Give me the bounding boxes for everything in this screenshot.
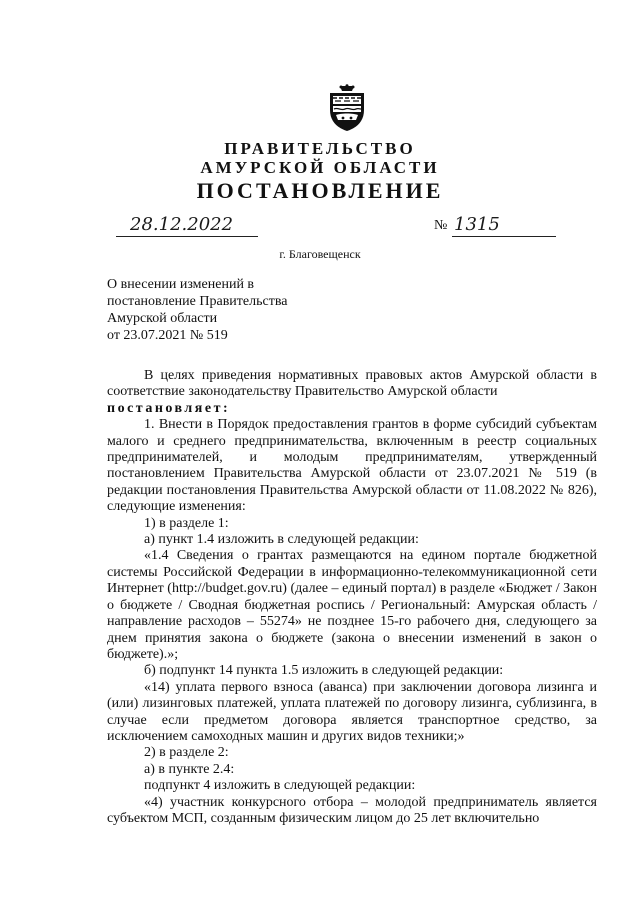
coat-of-arms-icon xyxy=(327,84,367,132)
body-paragraph: а) пункт 1.4 изложить в следующей редакции: xyxy=(144,532,419,548)
subject-line: О внесении изменений в xyxy=(107,277,255,292)
number-value: 1315 xyxy=(454,214,500,235)
subject-line: от 23.07.2021 № 519 xyxy=(107,328,228,343)
body-paragraph: 1) в разделе 1: xyxy=(144,515,229,531)
body-paragraph: а) в пункте 2.4: xyxy=(144,761,235,777)
number-field xyxy=(452,214,556,237)
body-paragraph: б) подпункт 14 пункта 1.5 изложить в следующей редакции: xyxy=(144,663,504,679)
body-paragraph: «4) участник конкурсного отбора – молодой предприниматель является субъектом МСП, созданным физическим лицом до 25 лет включительно xyxy=(107,794,597,826)
body-paragraph: 2) в разделе 2: xyxy=(144,745,229,761)
number-label: № xyxy=(434,218,448,233)
body-paragraph: подпункт 4 изложить в следующей редакции: xyxy=(144,778,416,794)
subject-line: Амурской области xyxy=(107,311,218,326)
document-body xyxy=(107,368,597,827)
body-paragraph: «1.4 Сведения о грантах размещаются на едином портале бюджетной системы Российской Федерации в информационно-телекоммуникационной сети Интернет (http://budget.gov.ru) (далее – единый портал) в разделе «Бюджет / Закон о бюджете / Сводная бюджетная роспись / Региональный: Амурская область / направление расходов – 55274» не позднее 15-го рабочего дня, следующего за днем принятия закона о бюджете (закона о внесении изменений в закон о бюджете).»; xyxy=(107,548,597,662)
body-paragraph: 1. Внести в Порядок предоставления грантов в форме субсидий субъектам малого и среднего предпринимательства, включенным в реестр социальных предпринимателей, и молодым предпринимателям, утвержденный постановлением Правительства Амурской области от 23.07.2021 № 519 (в редакции постановления Правительства Амурской области от 11.08.2022 № 826), следующие изменения: xyxy=(107,417,597,515)
region-title: АМУРСКОЙ ОБЛАСТИ xyxy=(200,158,440,177)
city-label: г. Благовещенск xyxy=(279,247,361,261)
resolves-word: постановляет: xyxy=(107,400,231,416)
subject-line: постановление Правительства xyxy=(107,294,288,309)
date-field xyxy=(116,214,258,237)
preamble-paragraph: В целях приведения нормативных правовых актов Амурской области в соответствие законодательству Правительство Амурской области xyxy=(107,368,597,400)
resolves-paragraph xyxy=(107,401,597,417)
body-paragraph: «14) уплата первого взноса (аванса) при заключении договора лизинга и (или) лизинговых платежей, уплата платежей по договору лизинга, сублизинга, в случае если предметом договора является транспортное средство, за исключением самоходных машин и других видов техники;» xyxy=(107,679,597,744)
government-title: ПРАВИТЕЛЬСТВО xyxy=(224,139,416,158)
document-type-title: ПОСТАНОВЛЕНИЕ xyxy=(196,178,444,203)
document-subject xyxy=(107,276,347,344)
date-value: 28.12.2022 xyxy=(130,214,234,235)
